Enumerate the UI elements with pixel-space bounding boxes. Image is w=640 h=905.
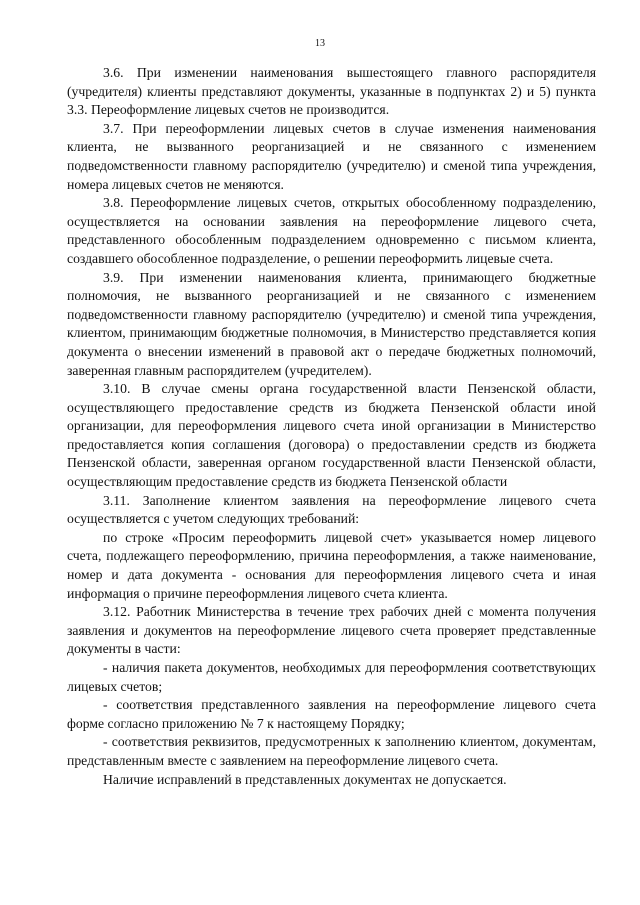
paragraph-3-8: 3.8. Переоформление лицевых счетов, открытых обособленному подразделению, осуществляется на основании заявления на переоформление лицевого счета, представленного обособленным подразделением одновременно с письмом клиента, создавшего обособленное подразделение, о решении переоформить лицевые счета. (67, 195, 596, 266)
check-item-documents-package: - наличия пакета документов, необходимых для переоформления соответствующих лицевых счетов; (67, 660, 596, 694)
page-number: 13 (315, 38, 325, 49)
paragraph-3-11: 3.11. Заполнение клиентом заявления на переоформление лицевого счета осуществляется с учетом следующих требований: (67, 492, 596, 527)
paragraph-no-corrections: Наличие исправлений в представленных документах не допускается. (103, 771, 507, 787)
paragraph-3-9: 3.9. При изменении наименования клиента, принимающего бюджетные полномочия, не вызванного реорганизацией и не связанного с изменением подведомственности главному распорядителю (учредителю) и сменой типа учреждения, клиентом, принимающим бюджетные полномочия, в Министерство представляется копия документа о внесении изменений в правовой акт о передаче бюджетных полномочий, заверенная главным распорядителем (учредителем). (67, 269, 596, 378)
check-item-requisites: - соответствия реквизитов, предусмотренных к заполнению клиентом, документам, представленным вместе с заявлением на переоформление лицевого счета. (67, 734, 596, 768)
paragraph-3-11-requirement: по строке «Просим переоформить лицевой счет» указывается номер лицевого счета, подлежащего переоформлению, причина переоформления, а также наименование, номер и дата документа - основания для переоформления лицевого счета и иная информация о причине переоформления лицевого счета клиента. (67, 529, 596, 601)
paragraph-3-12: 3.12. Работник Министерства в течение трех рабочих дней с момента получения заявления и документов на переоформление лицевого счета проверяет представленные документы в части: (67, 604, 596, 657)
check-item-form-compliance: - соответствия представленного заявления на переоформление лицевого счета форме согласно приложению № 7 к настоящему Порядку; (67, 697, 596, 731)
paragraph-3-6: 3.6. При изменении наименования вышестоящего главного распорядителя (учредителя) клиенты представляют документы, указанные в подпунктах 2) и 5) пункта 3.3. Переоформление лицевых счетов не производится. (67, 65, 596, 118)
paragraph-3-7: 3.7. При переоформлении лицевых счетов в случае изменения наименования клиента, не вызванного реорганизацией и не связанного с изменением подведомственности главному распорядителю (учредителю) и сменой типа учреждения, номера лицевых счетов не меняются. (67, 120, 596, 192)
paragraph-3-10: 3.10. В случае смены органа государственной власти Пензенской области, осуществляющего предоставление средств из бюджета Пензенской области иной организации, для переоформления лицевого счета иной организации в Министерство предоставляется копия соглашения (договора) о предоставлении средств из бюджета Пензенской области, заверенная органом государственной власти Пензенской области, осуществляющим предоставление средств из бюджета Пензенской области (67, 381, 596, 490)
document-body (67, 64, 596, 789)
